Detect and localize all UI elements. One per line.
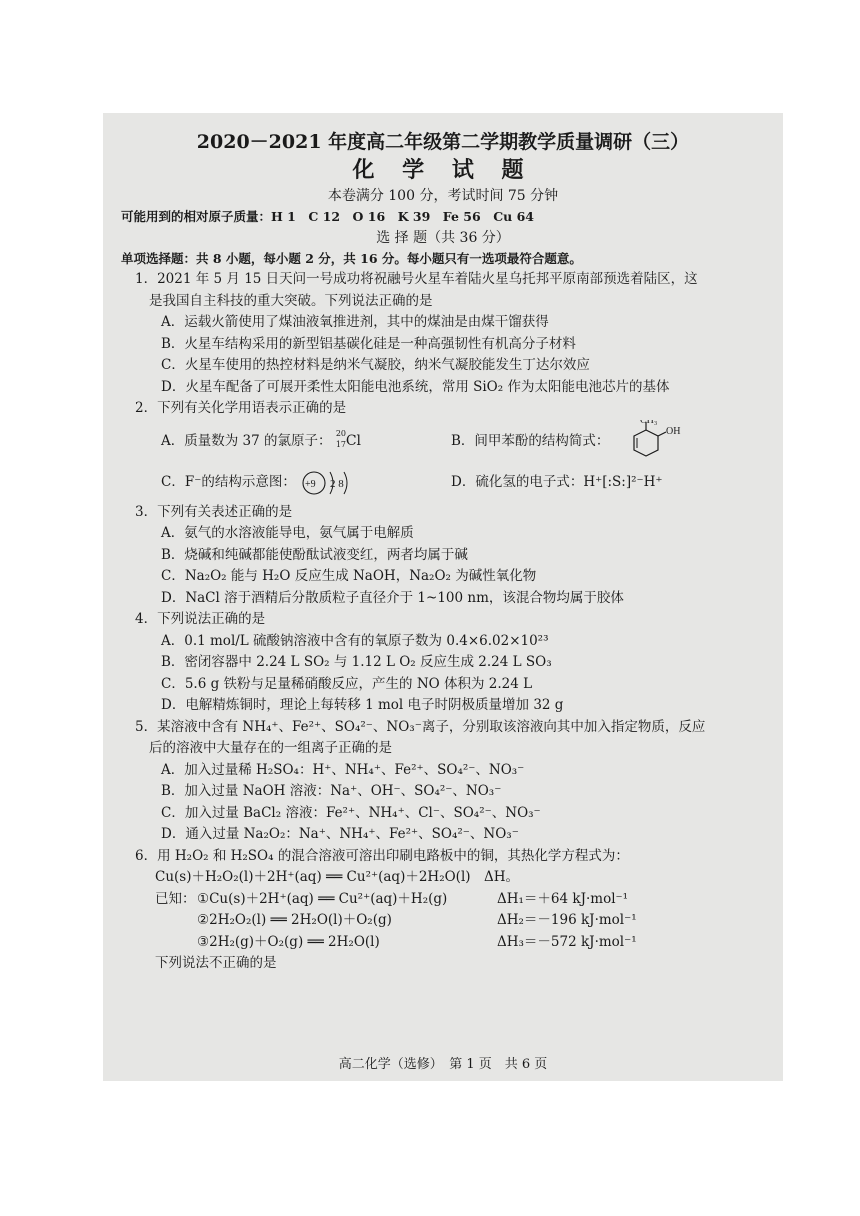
question-stem-cont: 后的溶液中大量存在的一组离子正确的是 (149, 740, 392, 756)
known-reaction-1: 已知： ①Cu(s)＋2H⁺(aq) ══ Cu²⁺(aq)＋H₂(g) ΔH₁＝＋64 kJ·mol⁻¹ (155, 890, 629, 907)
chlorine-isotope: 20 17 Cl (335, 428, 362, 449)
option-c: C．5.6 g 铁粉与足量稀硝酸反应，产生的 NO 体积为 2.24 L (161, 675, 533, 692)
option-c: C．加入过量 BaCl₂ 溶液：Fe²⁺、NH₄⁺、Cl⁻、SO₄²⁻、NO₃⁻ (161, 804, 541, 821)
option-a: A．质量数为 37 的氯原子： 20 17 Cl (161, 430, 451, 454)
option-d: D．火星车配备了可展开柔性太阳能电池系统，常用 SiO₂ 作为太阳能电池芯片的基体 (161, 378, 670, 395)
ch3-label: CH₃ (639, 419, 658, 426)
option-d: D．NaCl 溶于酒精后分散质粒子直径介于 1~100 nm，该混合物均属于胶体 (161, 589, 624, 606)
known-reaction-2: ②2H₂O₂(l) ══ 2H₂O(l)＋O₂(g) ΔH₂＝－196 kJ·mol⁻¹ (197, 912, 637, 928)
option-a: A．氨气的水溶液能导电，氨气属于电解质 (161, 525, 414, 541)
option-a: A．0.1 mol/L 硫酸钠溶液中含有的氧原子数为 0.4×6.02×10²³ (161, 632, 549, 649)
question-6 (135, 846, 751, 975)
question-5 (135, 717, 751, 846)
question-3 (135, 502, 751, 610)
m-cresol-structure-icon (614, 420, 684, 464)
option-c: C．火星车使用的热控材料是纳米气凝胶，纳米气凝胶能发生丁达尔效应 (161, 357, 590, 373)
question-stem: 5．某溶液中含有 NH₄⁺、Fe²⁺、SO₄²⁻、NO₃⁻离子，分别取该溶液向其中加入指定物质，反应 (135, 718, 706, 735)
option-c: C．F⁻的结构示意图： +9 2 8 (161, 468, 451, 498)
option-d: D．通入过量 Na₂O₂：Na⁺、NH₄⁺、Fe²⁺、SO₄²⁻、NO₃⁻ (161, 826, 519, 842)
thermo-equation: Cu(s)＋H₂O₂(l)＋2H⁺(aq) ══ Cu²⁺(aq)＋2H₂O(l) ΔH。 (155, 869, 520, 885)
option-d: D．硫化氢的电子式：H⁺[:S:]²⁻H⁺ (451, 473, 663, 490)
option-b: B．间甲苯酚的结构简式： CH₃ OH (451, 420, 684, 464)
question-stem-cont: 是我国自主科技的重大突破。下列说法正确的是 (149, 292, 433, 309)
option-a: A．加入过量稀 H₂SO₄：H⁺、NH₄⁺、Fe²⁺、SO₄²⁻、NO₃⁻ (161, 761, 525, 778)
question-1 (135, 269, 751, 398)
exam-title: 2020－2021 年度高二年级第二学期教学质量调研（三） (196, 131, 690, 153)
section-instruction: 单项选择题：共 8 小题，每小题 2 分，共 16 分。每小题只有一选项最符合题意。 (121, 251, 582, 266)
question-stem: 3．下列有关表述正确的是 (135, 503, 293, 520)
question-stem: 4．下列说法正确的是 (135, 611, 266, 627)
oh-label: OH (665, 425, 681, 437)
score-line: 本卷满分 100 分，考试时间 75 分钟 (327, 188, 559, 204)
option-b: B．烧碱和纯碱都能使酚酞试液变红，两者均属于碱 (161, 546, 468, 563)
question-stem: 1．2021 年 5 月 15 日天问一号成功将祝融号火星车着陆火星乌托邦平原南部预选着陆区，这 (135, 271, 698, 287)
option-c: C．Na₂O₂ 能与 H₂O 反应生成 NaOH，Na₂O₂ 为碱性氧化物 (161, 568, 537, 584)
known-reaction-3: ③2H₂(g)＋O₂(g) ══ 2H₂O(l) ΔH₃＝－572 kJ·mol⁻¹ (197, 933, 637, 950)
atomic-masses: 可能用到的相对原子质量：H 1 C 12 O 16 K 39 Fe 56 Cu 64 (121, 209, 534, 224)
option-b: B．密闭容器中 2.24 L SO₂ 与 1.12 L O₂ 反应生成 2.24 L SO₃ (161, 654, 552, 670)
subject-title: 化 学 试 题 (352, 157, 534, 183)
page-footer: 高二化学（选修） 第 1 页 共 6 页 (338, 1056, 548, 1072)
question-stem: 6．用 H₂O₂ 和 H₂SO₄ 的混合溶液可溶出印刷电路板中的铜，其热化学方程式为： (135, 847, 629, 864)
exam-page (103, 113, 783, 1081)
option-b: B．火星车结构采用的新型铝基碳化硅是一种高强韧性有机高分子材料 (161, 335, 576, 352)
option-d: D．电解精炼铜时，理论上每转移 1 mol 电子时阴极质量增加 32 g (161, 697, 564, 713)
question-stem: 2．下列有关化学用语表示正确的是 (135, 400, 347, 416)
option-a: A．运载火箭使用了煤油液氧推进剂，其中的煤油是由煤干馏获得 (161, 314, 549, 330)
fluoride-ion-diagram-icon (300, 468, 368, 498)
option-b: B．加入过量 NaOH 溶液：Na⁺、OH⁻、SO₄²⁻、NO₃⁻ (161, 783, 502, 799)
shell-electrons: 2 8 (330, 477, 344, 490)
section-title: 选 择 题（共 36 分） (376, 230, 510, 246)
question-4 (135, 609, 751, 717)
nucleus-label: +9 (305, 478, 316, 490)
question-tail: 下列说法不正确的是 (155, 955, 277, 971)
question-2 (135, 398, 751, 502)
